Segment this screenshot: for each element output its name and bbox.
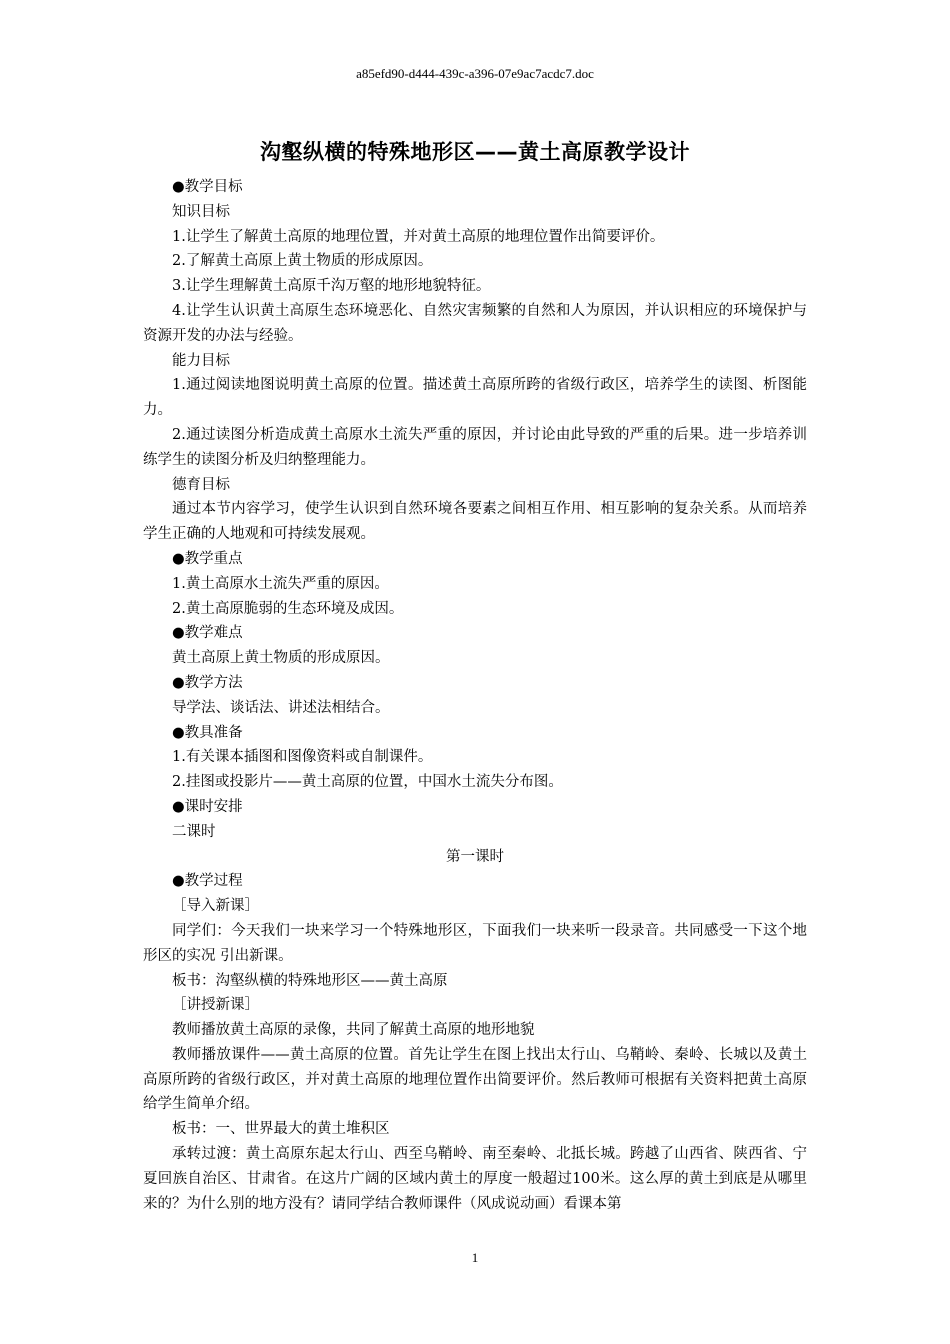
paragraph-heading: ●教具准备 — [172, 724, 243, 741]
paragraph-subheading: 能力目标 — [172, 352, 230, 369]
paragraph: 2.挂图或投影片——黄土高原的位置，中国水土流失分布图。 — [172, 774, 563, 791]
paragraph-heading: ●教学方法 — [172, 674, 243, 691]
document-header: a85efd90-d444-439c-a396-07e9ac7acdc7.doc — [356, 66, 594, 81]
paragraph-subheading: 知识目标 — [172, 203, 230, 220]
paragraph: 通过本节内容学习，使学生认识到自然环境各要素之间相互作用、相互影响的复杂关系。从而培养学生正确的人地观和可持续发展观。 — [143, 501, 807, 543]
section-title: 第一课时 — [446, 848, 504, 865]
paragraph: 板书：一、世界最大的黄土堆积区 — [172, 1121, 390, 1138]
paragraph: 板书：沟壑纵横的特殊地形区——黄土高原 — [172, 972, 448, 989]
paragraph: 1.有关课本插图和图像资料或自制课件。 — [172, 749, 433, 766]
paragraph: 1.让学生了解黄土高原的地理位置，并对黄土高原的地理位置作出简要评价。 — [172, 228, 665, 245]
paragraph-subheading: ［导入新课］ — [172, 898, 259, 915]
paragraph: 同学们：今天我们一块来学习一个特殊地形区，下面我们一块来听一段录音。共同感受一下这个地形区的实况 引出新课。 — [143, 922, 807, 964]
paragraph-heading: ●教学目标 — [172, 179, 243, 195]
document-body — [143, 175, 807, 1216]
paragraph: 4.让学生认识黄土高原生态环境恶化、自然灾害频繁的自然和人为原因，并认识相应的环境保护与资源开发的办法与经验。 — [143, 302, 807, 344]
paragraph: 承转过渡：黄土高原东起太行山、西至乌鞘岭、南至秦岭、北抵长城。跨越了山西省、陕西省、宁夏回族自治区、甘肃省。在这片广阔的区域内黄土的厚度一般超过100米。这么厚的黄土到底是从哪里来的？为什么别的地方没有？请同学结合教师课件（风成说动画）看课本第 — [143, 1146, 807, 1212]
paragraph: 1.通过阅读地图说明黄土高原的位置。描述黄土高原所跨的省级行政区，培养学生的读图、析图能力。 — [143, 377, 807, 419]
paragraph-subheading: ［讲授新课］ — [172, 997, 259, 1014]
paragraph: 1.黄土高原水土流失严重的原因。 — [172, 575, 389, 592]
paragraph-heading: ●教学过程 — [172, 873, 243, 890]
paragraph-subheading: 德育目标 — [172, 476, 230, 493]
document-title: 沟壑纵横的特殊地形区——黄土高原教学设计 — [260, 140, 690, 164]
paragraph: 教师播放课件——黄土高原的位置。首先让学生在图上找出太行山、乌鞘岭、秦岭、长城以及黄土高原所跨的省级行政区，并对黄土高原的地理位置作出简要评价。然后教师可根据有关资料把黄土高原给学生简单介绍。 — [143, 1046, 807, 1113]
paragraph-heading: ●教学重点 — [172, 550, 243, 567]
paragraph: 2.黄土高原脆弱的生态环境及成因。 — [172, 600, 404, 617]
paragraph: 教师播放黄土高原的录像，共同了解黄土高原的地形地貌 — [172, 1022, 535, 1039]
paragraph-heading: ●课时安排 — [172, 798, 243, 815]
paragraph: 黄土高原上黄土物质的形成原因。 — [172, 650, 390, 667]
paragraph: 3.让学生理解黄土高原千沟万壑的地形地貌特征。 — [172, 278, 491, 295]
paragraph-heading: ●教学难点 — [172, 625, 243, 642]
paragraph: 2.了解黄土高原上黄土物质的形成原因。 — [172, 253, 433, 270]
paragraph: 2.通过读图分析造成黄土高原水土流失严重的原因，并讨论由此导致的严重的后果。进一步培养训练学生的读图分析及归纳整理能力。 — [143, 426, 807, 468]
paragraph: 二课时 — [172, 823, 216, 840]
paragraph: 导学法、谈话法、讲述法相结合。 — [172, 699, 390, 716]
page-number: 1 — [471, 1250, 479, 1265]
